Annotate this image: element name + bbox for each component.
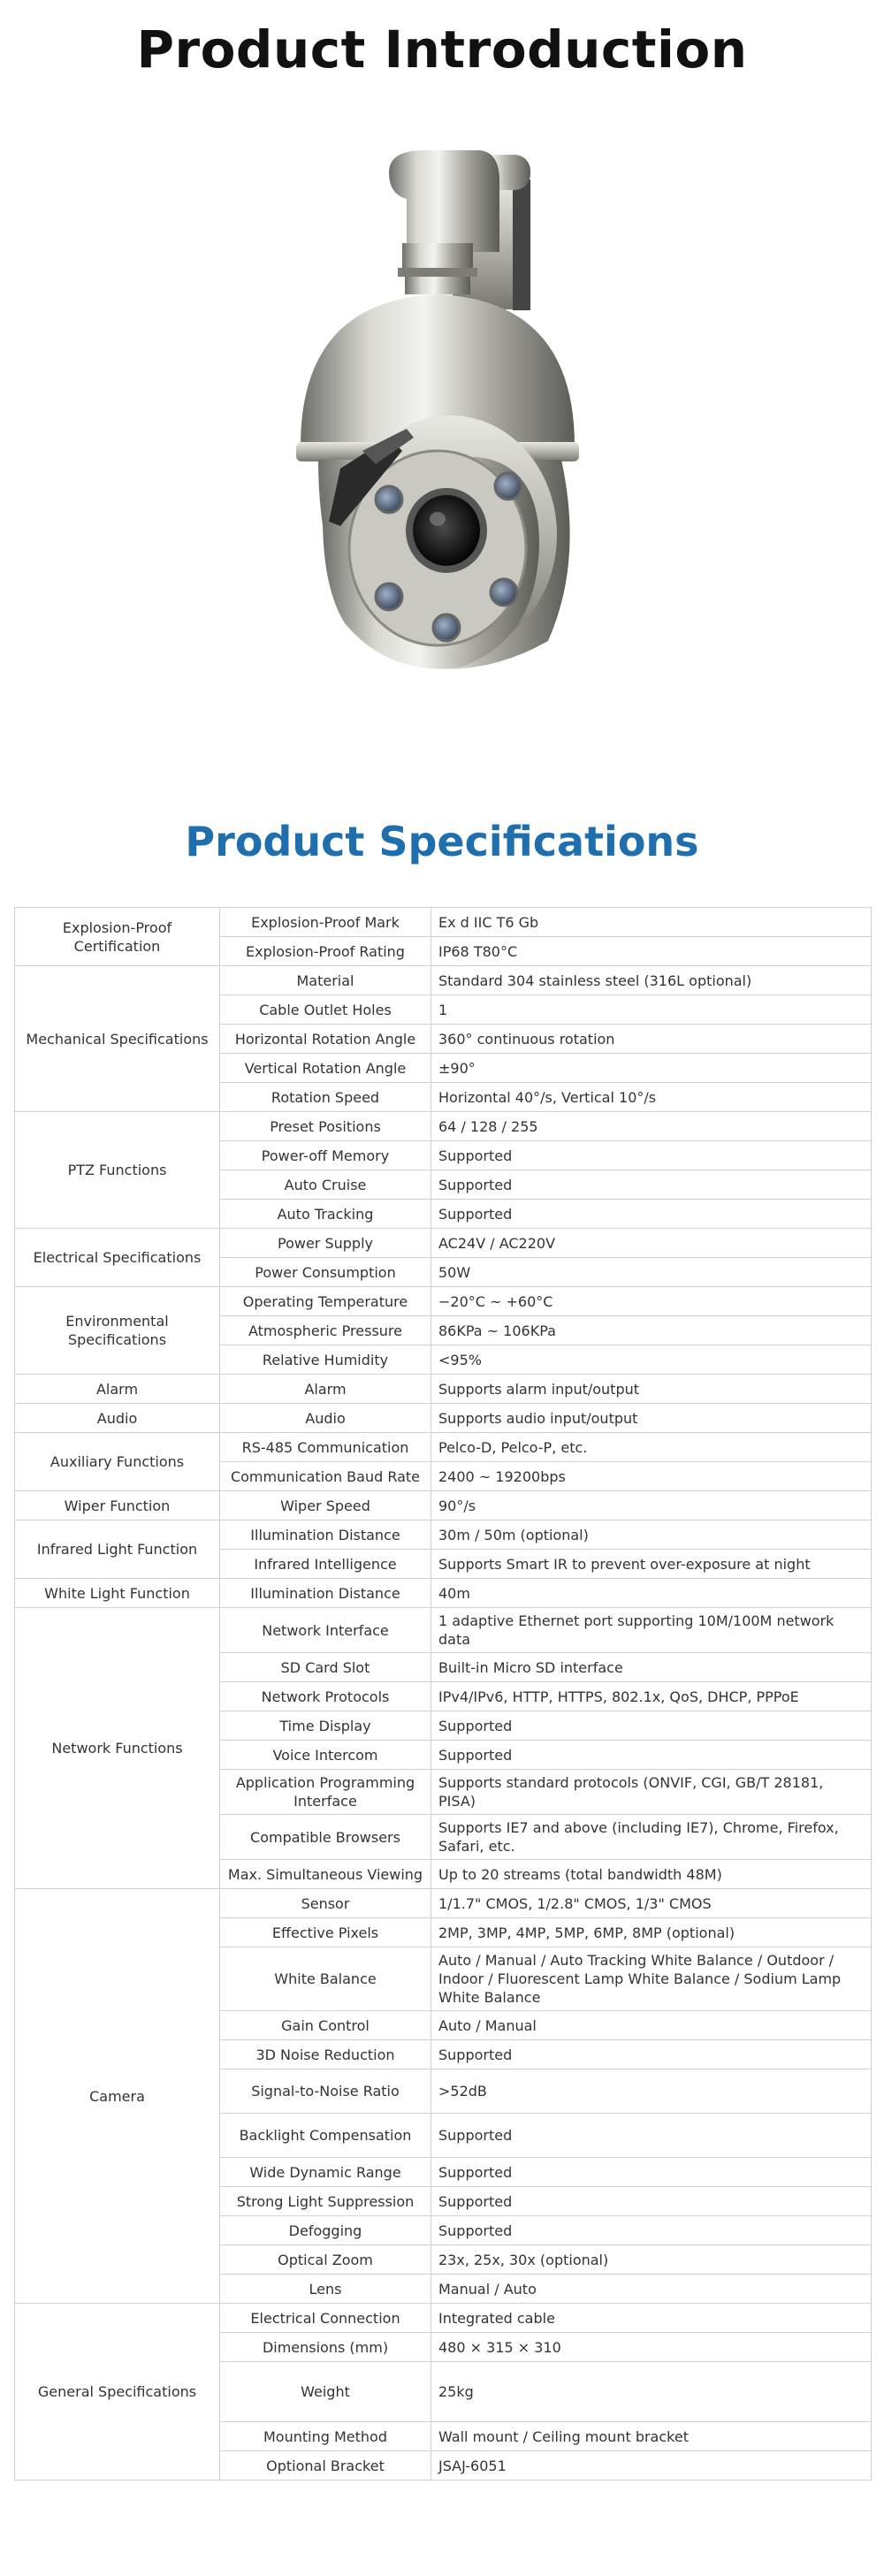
spec-item-value: ±90°	[431, 1054, 872, 1083]
spec-item-name: Horizontal Rotation Angle	[220, 1025, 431, 1054]
spec-category: Electrical Specifications	[15, 1229, 220, 1287]
spec-item-value: 64 / 128 / 255	[431, 1112, 872, 1141]
spec-item-value: IP68 T80°C	[431, 937, 872, 966]
spec-row	[15, 1287, 872, 1316]
spec-category: Alarm	[15, 1375, 220, 1404]
spec-item-value: Supported	[431, 1200, 872, 1229]
spec-item-value: Up to 20 streams (total bandwidth 48M)	[431, 1860, 872, 1889]
spec-item-name: Application Programming Interface	[220, 1770, 431, 1815]
spec-item-name: Power-off Memory	[220, 1141, 431, 1170]
spec-item-name: Communication Baud Rate	[220, 1462, 431, 1491]
spec-item-value: 40m	[431, 1579, 872, 1608]
spec-row	[15, 1491, 872, 1520]
spec-item-name: SD Card Slot	[220, 1653, 431, 1682]
spec-item-name: Illumination Distance	[220, 1579, 431, 1608]
spec-item-name: Atmospheric Pressure	[220, 1316, 431, 1345]
spec-item-name: Backlight Compensation	[220, 2114, 431, 2158]
spec-item-name: Cable Outlet Holes	[220, 995, 431, 1025]
spec-item-value: Supported	[431, 2187, 872, 2216]
spec-item-value: Auto / Manual	[431, 2011, 872, 2040]
spec-item-value: 2400 ~ 19200bps	[431, 1462, 872, 1491]
spec-item-name: Lens	[220, 2275, 431, 2304]
spec-item-value: Supports IE7 and above (including IE7), Chrome, Firefox, Safari, etc.	[431, 1815, 872, 1860]
spec-row	[15, 1889, 872, 1918]
spec-item-name: 3D Noise Reduction	[220, 2040, 431, 2069]
spec-item-value: Supports audio input/output	[431, 1404, 872, 1433]
spec-item-name: Max. Simultaneous Viewing	[220, 1860, 431, 1889]
spec-item-value: <95%	[431, 1345, 872, 1375]
spec-item-value: 480 × 315 × 310	[431, 2333, 872, 2362]
spec-item-name: Network Interface	[220, 1608, 431, 1653]
spec-category: Environmental Specifications	[15, 1287, 220, 1375]
spec-item-name: Power Supply	[220, 1229, 431, 1258]
spec-item-name: Mounting Method	[220, 2422, 431, 2451]
spec-item-value: Supported	[431, 1741, 872, 1770]
spec-item-value: Supported	[431, 2158, 872, 2187]
spec-item-name: Signal-to-Noise Ratio	[220, 2069, 431, 2114]
spec-row	[15, 1579, 872, 1608]
spec-item-value: 90°/s	[431, 1491, 872, 1520]
spec-category: White Light Function	[15, 1579, 220, 1608]
spec-item-value: 1/1.7" CMOS, 1/2.8" CMOS, 1/3" CMOS	[431, 1889, 872, 1918]
spec-item-value: JSAJ-6051	[431, 2451, 872, 2481]
spec-item-name: White Balance	[220, 1947, 431, 2011]
spec-item-name: Preset Positions	[220, 1112, 431, 1141]
spec-item-name: Sensor	[220, 1889, 431, 1918]
spec-item-name: Weight	[220, 2362, 431, 2422]
spec-item-name: Electrical Connection	[220, 2304, 431, 2333]
spec-category: Audio	[15, 1404, 220, 1433]
spec-item-value: 25kg	[431, 2362, 872, 2422]
spec-item-value: −20°C ~ +60°C	[431, 1287, 872, 1316]
spec-item-name: Effective Pixels	[220, 1918, 431, 1947]
spec-item-value: Auto / Manual / Auto Tracking White Balance / Outdoor / Indoor / Fluorescent Lamp White Balance / Sodium Lamp White Balance	[431, 1947, 872, 2011]
spec-item-name: Alarm	[220, 1375, 431, 1404]
spec-item-value: 50W	[431, 1258, 872, 1287]
spec-item-name: Rotation Speed	[220, 1083, 431, 1112]
spec-row	[15, 1404, 872, 1433]
spec-category: Infrared Light Function	[15, 1520, 220, 1579]
spec-item-name: Time Display	[220, 1711, 431, 1741]
spec-row	[15, 1229, 872, 1258]
spec-item-name: Explosion-Proof Rating	[220, 937, 431, 966]
spec-item-name: Material	[220, 966, 431, 995]
spec-item-value: Supported	[431, 2216, 872, 2245]
spec-item-name: Auto Tracking	[220, 1200, 431, 1229]
spec-item-value: IPv4/IPv6, HTTP, HTTPS, 802.1x, QoS, DHCP, PPPoE	[431, 1682, 872, 1711]
spec-item-value: Supported	[431, 2040, 872, 2069]
spec-item-value: Pelco-D, Pelco-P, etc.	[431, 1433, 872, 1462]
spec-category: Auxiliary Functions	[15, 1433, 220, 1491]
spec-category: Explosion-Proof Certification	[15, 908, 220, 966]
spec-item-name: RS-485 Communication	[220, 1433, 431, 1462]
spec-item-name: Auto Cruise	[220, 1170, 431, 1200]
spec-item-name: Operating Temperature	[220, 1287, 431, 1316]
spec-item-value: AC24V / AC220V	[431, 1229, 872, 1258]
specs-title: Product Specifications	[185, 818, 699, 865]
spec-category: Mechanical Specifications	[15, 966, 220, 1112]
spec-row	[15, 1433, 872, 1462]
spec-item-name: Audio	[220, 1404, 431, 1433]
spec-item-name: Optional Bracket	[220, 2451, 431, 2481]
spec-category: Wiper Function	[15, 1491, 220, 1520]
spec-row	[15, 908, 872, 937]
spec-row	[15, 1608, 872, 1653]
spec-item-name: Wiper Speed	[220, 1491, 431, 1520]
spec-category: General Specifications	[15, 2304, 220, 2481]
spec-item-name: Compatible Browsers	[220, 1815, 431, 1860]
specs-table	[14, 907, 872, 2481]
spec-item-name: Optical Zoom	[220, 2245, 431, 2275]
spec-category: Camera	[15, 1889, 220, 2304]
spec-item-name: Network Protocols	[220, 1682, 431, 1711]
spec-item-value: Standard 304 stainless steel (316L optional)	[431, 966, 872, 995]
spec-item-value: Supported	[431, 1170, 872, 1200]
spec-item-name: Infrared Intelligence	[220, 1550, 431, 1579]
spec-item-value: 1	[431, 995, 872, 1025]
spec-item-name: Defogging	[220, 2216, 431, 2245]
camera-product-image	[256, 146, 628, 729]
spec-row	[15, 2304, 872, 2333]
spec-item-name: Dimensions (mm)	[220, 2333, 431, 2362]
spec-row	[15, 1375, 872, 1404]
spec-item-value: Ex d IIC T6 Gb	[431, 908, 872, 937]
spec-item-value: Supports alarm input/output	[431, 1375, 872, 1404]
spec-item-value: 360° continuous rotation	[431, 1025, 872, 1054]
spec-item-value: 1 adaptive Ethernet port supporting 10M/100M network data	[431, 1608, 872, 1653]
spec-item-value: 86KPa ~ 106KPa	[431, 1316, 872, 1345]
spec-item-value: Integrated cable	[431, 2304, 872, 2333]
spec-item-value: Supported	[431, 1141, 872, 1170]
spec-item-value: Manual / Auto	[431, 2275, 872, 2304]
spec-item-name: Power Consumption	[220, 1258, 431, 1287]
spec-item-value: 23x, 25x, 30x (optional)	[431, 2245, 872, 2275]
spec-item-value: Supports standard protocols (ONVIF, CGI, GB/T 28181, PISA)	[431, 1770, 872, 1815]
spec-item-name: Gain Control	[220, 2011, 431, 2040]
spec-item-name: Voice Intercom	[220, 1741, 431, 1770]
spec-item-name: Illumination Distance	[220, 1520, 431, 1550]
spec-category: PTZ Functions	[15, 1112, 220, 1229]
spec-item-value: Supported	[431, 2114, 872, 2158]
spec-item-name: Wide Dynamic Range	[220, 2158, 431, 2187]
spec-item-value: Wall mount / Ceiling mount bracket	[431, 2422, 872, 2451]
page-title: Product Introduction	[136, 19, 748, 80]
spec-item-value: >52dB	[431, 2069, 872, 2114]
spec-item-name: Explosion-Proof Mark	[220, 908, 431, 937]
spec-category: Network Functions	[15, 1608, 220, 1889]
spec-item-value: Supported	[431, 1711, 872, 1741]
spec-row	[15, 1520, 872, 1550]
spec-item-value: Supports Smart IR to prevent over-exposure at night	[431, 1550, 872, 1579]
spec-item-name: Vertical Rotation Angle	[220, 1054, 431, 1083]
spec-item-value: Horizontal 40°/s, Vertical 10°/s	[431, 1083, 872, 1112]
spec-item-value: 30m / 50m (optional)	[431, 1520, 872, 1550]
spec-item-name: Relative Humidity	[220, 1345, 431, 1375]
spec-item-value: Built-in Micro SD interface	[431, 1653, 872, 1682]
spec-item-value: 2MP, 3MP, 4MP, 5MP, 6MP, 8MP (optional)	[431, 1918, 872, 1947]
spec-row	[15, 1112, 872, 1141]
spec-row	[15, 966, 872, 995]
spec-item-name: Strong Light Suppression	[220, 2187, 431, 2216]
